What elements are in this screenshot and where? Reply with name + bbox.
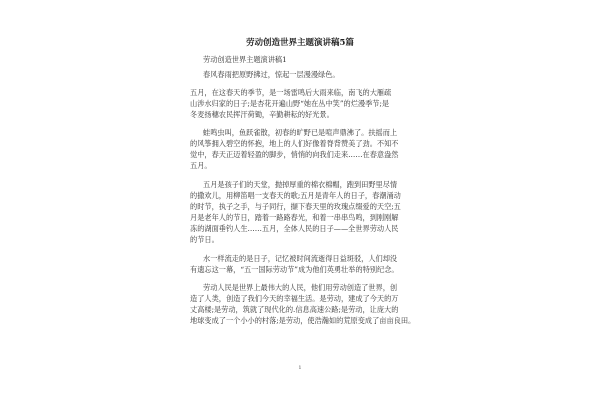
text-line: 水一样流走的是日子，记忆被时间流逝得日益斑驳，人们却没 — [203, 254, 398, 263]
text-line: 月是老年人的节日，踏着一路路春光，和着一串串鸟鸣，到刚刚解 — [190, 213, 399, 222]
text-line: 丈高楼;是劳动，筑就了现代化的.信息高速公路;是劳动，让庞大的 — [190, 305, 399, 314]
text-line: 地球变成了一个小小的村落;是劳动，使浩瀚如的荒原变成了亩亩良田。 — [190, 316, 416, 325]
text-line: 的风筝拥入碧空的怀抱，地上的人们好像着脊背赞美了劲。不知不 — [190, 139, 399, 148]
text-line: 冬麦扬穗农民挥汗荷锄，辛勤耕耘的好光景。 — [190, 110, 334, 119]
text-line: 有遗忘这一幕，“五一国际劳动节”成为他们英勇壮举的特别纪念。 — [190, 265, 399, 274]
text-line: 造了人类，创造了我们今天的幸福生活。是劳动，建成了今天的万 — [190, 294, 399, 303]
page-number: 1 — [298, 365, 302, 371]
text-line: 五月，在这春天的季节，是一场雷鸣后大雨来临，南飞的大雁疏 — [190, 88, 392, 97]
text-line: 的撒欢儿，用柳笛唱一支春天的歌;五月是青年人的日子，春潮涌动 — [190, 191, 401, 200]
text-line: 五月是孩子们的天堂，抛掉厚重的棉衣棉帽，跑到田野里尽情 — [203, 180, 398, 189]
text-line: 的时节，执子之手，与子同行，撷下春天里的玫瑰点缀爱的天空;五 — [190, 202, 401, 211]
text-line: 冻的湖面垂钓人生……五月，全体人民的日子——全世界劳动人民 — [190, 224, 399, 233]
text-line: 五月。 — [190, 161, 212, 170]
text-line: 山涉水归家的日子;是杏花开遍山野“她在丛中笑”的烂漫季节;是 — [190, 99, 390, 108]
text-line: 的节日。 — [190, 235, 219, 244]
text-line: 春风春雨把原野拂过，惊起一层漫漫绿色。 — [203, 70, 340, 79]
document-subtitle: 劳动创造世界主题演讲稿1 — [203, 55, 287, 64]
text-line: 蛙鸣虫叫，鱼跃雀散，初春的旷野已是喧声鼎沸了。扶摇而上 — [203, 128, 398, 137]
text-line: 劳动人民是世界上最伟大的人民，他们用劳动创造了世界，创 — [203, 283, 398, 292]
page-title: 劳动创造世界主题演讲稿5篇 — [246, 38, 354, 48]
text-line: 觉中，春天正迈着轻盈的脚步，悄悄的向我们走来……在春意盎然 — [190, 150, 399, 159]
